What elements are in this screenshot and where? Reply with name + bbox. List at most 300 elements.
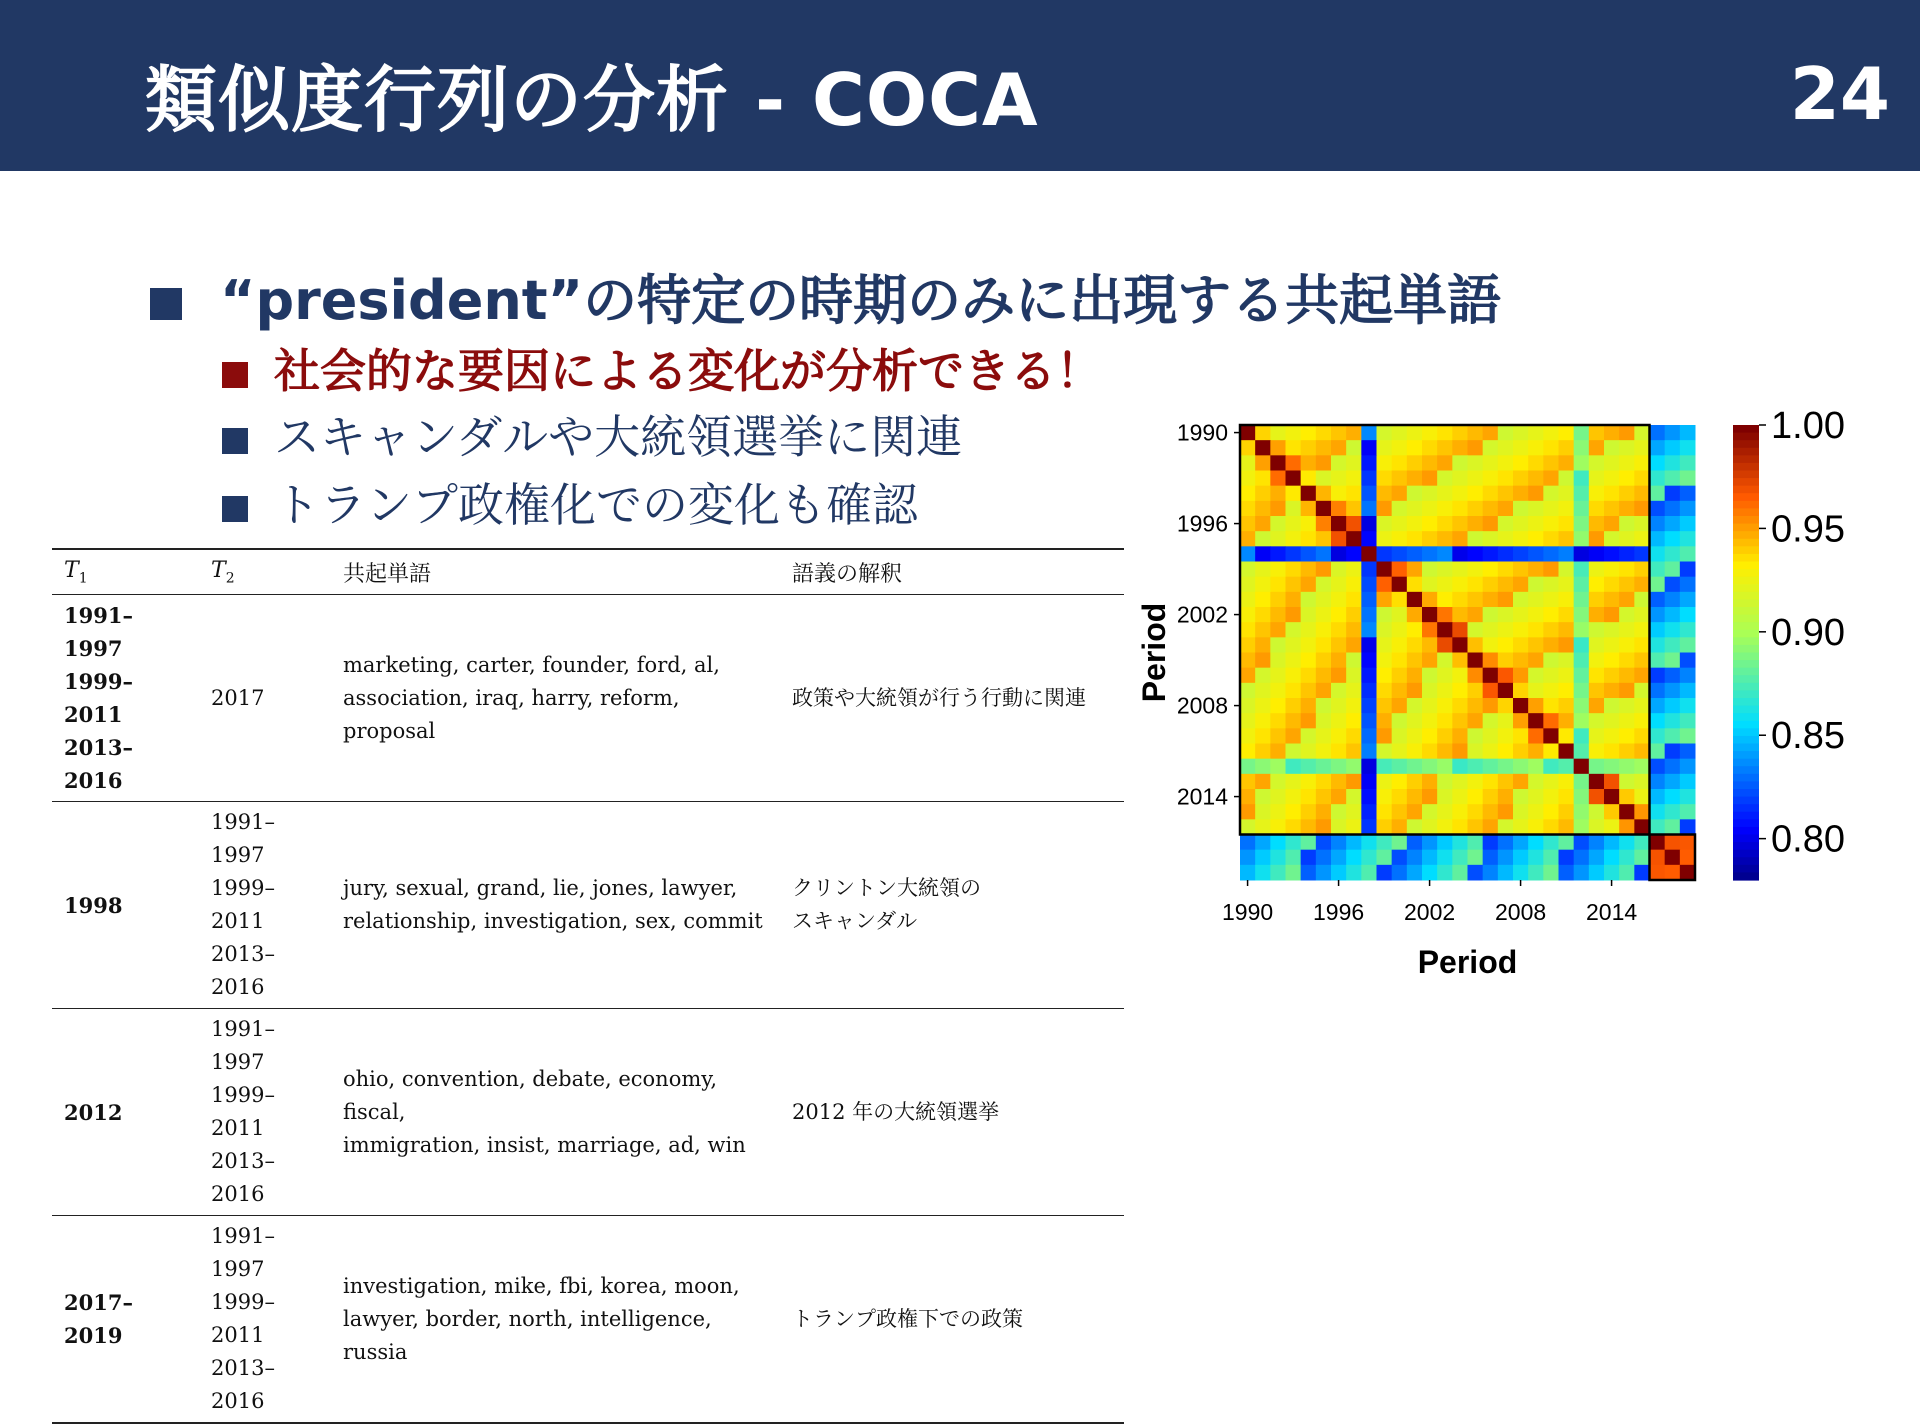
heatmap-cell bbox=[1483, 683, 1499, 699]
bullet-sub-2 bbox=[222, 401, 962, 467]
heatmap-cell bbox=[1437, 516, 1453, 532]
heatmap-cell bbox=[1513, 607, 1529, 623]
heatmap-cell bbox=[1543, 471, 1559, 487]
heatmap-cell bbox=[1452, 789, 1468, 805]
heatmap-cell bbox=[1331, 653, 1347, 669]
heatmap-cell bbox=[1513, 668, 1529, 684]
heatmap-cell bbox=[1634, 713, 1650, 729]
heatmap-cell bbox=[1680, 516, 1696, 532]
heatmap-cell bbox=[1528, 713, 1544, 729]
heatmap-cell bbox=[1589, 516, 1605, 532]
heatmap-cell bbox=[1559, 455, 1575, 471]
heatmap-cell bbox=[1680, 835, 1696, 851]
heatmap-cell bbox=[1483, 744, 1499, 760]
heatmap-cell bbox=[1392, 577, 1408, 593]
table-row bbox=[52, 1009, 1124, 1216]
heatmap-cell bbox=[1498, 531, 1514, 547]
heatmap-cell bbox=[1361, 789, 1377, 805]
heatmap-cell bbox=[1407, 607, 1423, 623]
heatmap-cell bbox=[1483, 653, 1499, 669]
heatmap-cell bbox=[1331, 471, 1347, 487]
heatmap-cell bbox=[1361, 455, 1377, 471]
heatmap-cell bbox=[1589, 668, 1605, 684]
heatmap-cell bbox=[1619, 486, 1635, 502]
heatmap-cell bbox=[1316, 728, 1332, 744]
heatmap-cell bbox=[1377, 698, 1393, 714]
colorbar-segment bbox=[1733, 804, 1759, 812]
heatmap-cell bbox=[1513, 425, 1529, 441]
heatmap-cell bbox=[1422, 819, 1438, 835]
heatmap-cell bbox=[1407, 471, 1423, 487]
heatmap-cell bbox=[1392, 562, 1408, 578]
heatmap-cell bbox=[1634, 546, 1650, 562]
heatmap-cell bbox=[1513, 653, 1529, 669]
heatmap-cell bbox=[1604, 622, 1620, 638]
heatmap-cell bbox=[1574, 819, 1590, 835]
heatmap-cell bbox=[1559, 713, 1575, 729]
heatmap-cell bbox=[1574, 668, 1590, 684]
heatmap-cell bbox=[1559, 728, 1575, 744]
heatmap-cell bbox=[1316, 713, 1332, 729]
heatmap-cell bbox=[1634, 865, 1650, 881]
heatmap-cell bbox=[1559, 516, 1575, 532]
heatmap-cell bbox=[1361, 501, 1377, 517]
table-row bbox=[52, 802, 1124, 1009]
heatmap-cell bbox=[1650, 728, 1666, 744]
colorbar-segment bbox=[1733, 797, 1759, 805]
heatmap-cell bbox=[1316, 804, 1332, 820]
heatmap-cell bbox=[1528, 607, 1544, 623]
heatmap-cell bbox=[1589, 713, 1605, 729]
heatmap-cell bbox=[1574, 562, 1590, 578]
colorbar-segment bbox=[1733, 698, 1759, 706]
colorbar-segment bbox=[1733, 630, 1759, 638]
heatmap-cell bbox=[1528, 789, 1544, 805]
heatmap-cell bbox=[1270, 835, 1286, 851]
heatmap-cell bbox=[1543, 592, 1559, 608]
heatmap-cell bbox=[1316, 471, 1332, 487]
heatmap-cell bbox=[1361, 425, 1377, 441]
colorbar-segment bbox=[1733, 493, 1759, 501]
heatmap-cell bbox=[1346, 713, 1362, 729]
heatmap-cell bbox=[1619, 577, 1635, 593]
heatmap-cell bbox=[1498, 455, 1514, 471]
heatmap-cell bbox=[1665, 622, 1681, 638]
heatmap-cell bbox=[1665, 835, 1681, 851]
heatmap-cell bbox=[1619, 455, 1635, 471]
heatmap-cell bbox=[1543, 516, 1559, 532]
heatmap-cell bbox=[1574, 516, 1590, 532]
heatmap-cell bbox=[1286, 789, 1302, 805]
cell-t1: 1991–1997 1999–2011 2013–2016 bbox=[52, 595, 199, 802]
heatmap-cell bbox=[1437, 668, 1453, 684]
heatmap-cell bbox=[1650, 865, 1666, 881]
bullet-square-icon bbox=[222, 428, 248, 454]
heatmap-cell bbox=[1680, 728, 1696, 744]
heatmap-cell bbox=[1437, 713, 1453, 729]
bullet-sub-2-text: スキャンダルや大統領選挙に関連 bbox=[274, 410, 963, 464]
heatmap-cell bbox=[1255, 425, 1271, 441]
heatmap-cell bbox=[1498, 728, 1514, 744]
heatmap-cell bbox=[1483, 835, 1499, 851]
heatmap-cell bbox=[1619, 819, 1635, 835]
heatmap-cell bbox=[1498, 577, 1514, 593]
heatmap-cell bbox=[1498, 759, 1514, 775]
heatmap-cell bbox=[1513, 622, 1529, 638]
heatmap-cell bbox=[1619, 850, 1635, 866]
heatmap-cell bbox=[1452, 455, 1468, 471]
heatmap-cell bbox=[1650, 774, 1666, 790]
heatmap-cell bbox=[1437, 850, 1453, 866]
x-axis-label: Period bbox=[1417, 944, 1518, 980]
colorbar-segment bbox=[1733, 501, 1759, 509]
heatmap-cell bbox=[1301, 653, 1317, 669]
heatmap-cell bbox=[1528, 865, 1544, 881]
heatmap-cell bbox=[1483, 440, 1499, 456]
heatmap-cell bbox=[1619, 728, 1635, 744]
heatmap-cell bbox=[1680, 440, 1696, 456]
heatmap-cell bbox=[1255, 607, 1271, 623]
heatmap-cell bbox=[1361, 577, 1377, 593]
colorbar-segment bbox=[1733, 812, 1759, 820]
heatmap-cell bbox=[1286, 516, 1302, 532]
colorbar-segment bbox=[1733, 850, 1759, 858]
heatmap-cell bbox=[1437, 804, 1453, 820]
heatmap-cell bbox=[1437, 774, 1453, 790]
heatmap-cell bbox=[1286, 486, 1302, 502]
heatmap-cell bbox=[1255, 440, 1271, 456]
heatmap-cell bbox=[1589, 774, 1605, 790]
heatmap-cell bbox=[1407, 577, 1423, 593]
heatmap-cell bbox=[1589, 592, 1605, 608]
heatmap-cell bbox=[1513, 744, 1529, 760]
heatmap-cell bbox=[1559, 789, 1575, 805]
table-row bbox=[52, 1216, 1124, 1424]
colorbar-segment bbox=[1733, 584, 1759, 592]
heatmap-cell bbox=[1301, 471, 1317, 487]
heatmap-cell bbox=[1377, 819, 1393, 835]
heatmap-cell bbox=[1346, 440, 1362, 456]
heatmap-cell bbox=[1634, 455, 1650, 471]
heatmap-cell bbox=[1392, 471, 1408, 487]
heatmap-cell bbox=[1559, 653, 1575, 669]
heatmap-cell bbox=[1543, 440, 1559, 456]
heatmap-cell bbox=[1559, 774, 1575, 790]
heatmap-cell bbox=[1634, 683, 1650, 699]
heatmap-cell bbox=[1437, 577, 1453, 593]
heatmap-cell bbox=[1513, 546, 1529, 562]
heatmap-cell bbox=[1301, 774, 1317, 790]
heatmap-cell bbox=[1604, 804, 1620, 820]
heatmap-cell bbox=[1270, 865, 1286, 881]
heatmap-cell bbox=[1452, 850, 1468, 866]
heatmap-cell bbox=[1361, 440, 1377, 456]
heatmap-cell bbox=[1301, 531, 1317, 547]
heatmap-cell bbox=[1634, 486, 1650, 502]
heatmap-cell bbox=[1680, 744, 1696, 760]
heatmap-cell bbox=[1361, 819, 1377, 835]
heatmap-cell bbox=[1574, 501, 1590, 517]
heatmap-cell bbox=[1559, 486, 1575, 502]
heatmap-cell bbox=[1301, 804, 1317, 820]
heatmap-cell bbox=[1301, 516, 1317, 532]
heatmap-cell bbox=[1498, 744, 1514, 760]
heatmap-cell bbox=[1634, 501, 1650, 517]
heatmap-cell bbox=[1437, 698, 1453, 714]
heatmap-cell bbox=[1361, 835, 1377, 851]
colorbar-segment bbox=[1733, 440, 1759, 448]
heatmap-cell bbox=[1377, 546, 1393, 562]
heatmap-cell bbox=[1377, 713, 1393, 729]
heatmap-cell bbox=[1361, 804, 1377, 820]
heatmap-cell bbox=[1665, 683, 1681, 699]
heatmap-cell bbox=[1604, 850, 1620, 866]
heatmap-cell bbox=[1574, 850, 1590, 866]
heatmap-cell bbox=[1270, 653, 1286, 669]
heatmap-cell bbox=[1301, 607, 1317, 623]
heatmap-cell bbox=[1331, 698, 1347, 714]
heatmap-cell bbox=[1498, 425, 1514, 441]
heatmap-cell bbox=[1543, 668, 1559, 684]
heatmap-cell bbox=[1559, 607, 1575, 623]
heatmap-cell bbox=[1513, 683, 1529, 699]
heatmap-cell bbox=[1407, 835, 1423, 851]
heatmap-cell bbox=[1316, 607, 1332, 623]
heatmap-cell bbox=[1589, 728, 1605, 744]
heatmap-cell bbox=[1468, 440, 1484, 456]
heatmap-cell bbox=[1240, 622, 1256, 638]
heatmap-cell bbox=[1316, 546, 1332, 562]
heatmap-cell bbox=[1240, 744, 1256, 760]
heatmap-cell bbox=[1240, 425, 1256, 441]
heatmap-cell bbox=[1483, 850, 1499, 866]
heatmap-cell bbox=[1513, 728, 1529, 744]
heatmap-cell bbox=[1301, 850, 1317, 866]
heatmap-cell bbox=[1528, 455, 1544, 471]
heatmap-cell bbox=[1255, 759, 1271, 775]
heatmap-cell bbox=[1240, 865, 1256, 881]
heatmap-cell bbox=[1255, 728, 1271, 744]
heatmap-cell bbox=[1422, 637, 1438, 653]
heatmap-cell bbox=[1240, 774, 1256, 790]
heatmap-cell bbox=[1392, 531, 1408, 547]
colorbar-segment bbox=[1733, 751, 1759, 759]
heatmap-cell bbox=[1240, 501, 1256, 517]
heatmap-cell bbox=[1255, 577, 1271, 593]
heatmap-cell bbox=[1286, 759, 1302, 775]
x-tick-label: 2008 bbox=[1494, 899, 1547, 925]
heatmap-cell bbox=[1301, 501, 1317, 517]
heatmap-cell bbox=[1316, 501, 1332, 517]
heatmap-cell bbox=[1483, 501, 1499, 517]
heatmap-cell bbox=[1543, 653, 1559, 669]
heatmap-cell bbox=[1498, 653, 1514, 669]
heatmap-cell bbox=[1589, 440, 1605, 456]
heatmap-cell bbox=[1513, 592, 1529, 608]
heatmap-cell bbox=[1680, 668, 1696, 684]
heatmap-cell bbox=[1240, 728, 1256, 744]
heatmap-cell bbox=[1498, 819, 1514, 835]
heatmap-cell bbox=[1422, 516, 1438, 532]
heatmap-cell bbox=[1361, 471, 1377, 487]
heatmap-cell bbox=[1301, 668, 1317, 684]
heatmap-cell bbox=[1498, 789, 1514, 805]
heatmap-cell bbox=[1301, 577, 1317, 593]
heatmap-cell bbox=[1574, 683, 1590, 699]
heatmap-cell bbox=[1407, 592, 1423, 608]
heatmap-cell bbox=[1407, 425, 1423, 441]
heatmap-cell bbox=[1377, 774, 1393, 790]
colorbar-segment bbox=[1733, 592, 1759, 600]
heatmap-cell bbox=[1240, 562, 1256, 578]
heatmap-cell bbox=[1346, 546, 1362, 562]
heatmap-cell bbox=[1331, 546, 1347, 562]
heatmap-cell bbox=[1665, 501, 1681, 517]
heatmap-cell bbox=[1604, 637, 1620, 653]
heatmap-cell bbox=[1483, 698, 1499, 714]
heatmap-cell bbox=[1528, 501, 1544, 517]
heatmap-cell bbox=[1392, 440, 1408, 456]
heatmap-cell bbox=[1634, 744, 1650, 760]
heatmap-cell bbox=[1665, 637, 1681, 653]
heatmap-cell bbox=[1301, 744, 1317, 760]
heatmap-cell bbox=[1452, 622, 1468, 638]
heatmap-cell bbox=[1604, 865, 1620, 881]
heatmap-cell bbox=[1619, 501, 1635, 517]
heatmap-cell bbox=[1559, 759, 1575, 775]
heatmap-cell bbox=[1589, 471, 1605, 487]
heatmap-cell bbox=[1392, 850, 1408, 866]
heatmap-cell bbox=[1255, 653, 1271, 669]
heatmap-cell bbox=[1650, 562, 1666, 578]
slide-title: 類似度行列の分析 - COCA bbox=[145, 58, 1039, 142]
heatmap-cell bbox=[1255, 804, 1271, 820]
heatmap-cell bbox=[1422, 789, 1438, 805]
heatmap-cell bbox=[1650, 850, 1666, 866]
heatmap-cell bbox=[1301, 546, 1317, 562]
cell-meaning: 2012 年の大統領選挙 bbox=[780, 1009, 1124, 1216]
heatmap-cell bbox=[1574, 713, 1590, 729]
heatmap-cell bbox=[1422, 607, 1438, 623]
slide-header bbox=[0, 0, 1920, 171]
heatmap-cell bbox=[1604, 653, 1620, 669]
heatmap-cell bbox=[1407, 546, 1423, 562]
colorbar-segment bbox=[1733, 433, 1759, 441]
heatmap-cell bbox=[1650, 531, 1666, 547]
heatmap-cell bbox=[1634, 562, 1650, 578]
heatmap-cell bbox=[1270, 440, 1286, 456]
heatmap-cell bbox=[1468, 819, 1484, 835]
heatmap-cell bbox=[1452, 607, 1468, 623]
heatmap-cell bbox=[1543, 683, 1559, 699]
colorbar-segment bbox=[1733, 531, 1759, 539]
heatmap-cell bbox=[1286, 835, 1302, 851]
heatmap-cell bbox=[1240, 789, 1256, 805]
heatmap-cell bbox=[1680, 546, 1696, 562]
heatmap-cell bbox=[1437, 531, 1453, 547]
heatmap-cell bbox=[1528, 835, 1544, 851]
cell-t2: 2017 bbox=[199, 595, 331, 802]
colorbar-segment bbox=[1733, 865, 1759, 873]
heatmap-cell bbox=[1422, 653, 1438, 669]
heatmap-cell bbox=[1392, 744, 1408, 760]
heatmap-cell bbox=[1361, 683, 1377, 699]
heatmap-cell bbox=[1286, 531, 1302, 547]
heatmap-cell bbox=[1604, 531, 1620, 547]
heatmap-cell bbox=[1331, 668, 1347, 684]
heatmap-cell bbox=[1377, 683, 1393, 699]
heatmap-cell bbox=[1270, 774, 1286, 790]
heatmap-cell bbox=[1407, 850, 1423, 866]
bullet-sub-1 bbox=[222, 335, 1102, 401]
heatmap-cell bbox=[1680, 683, 1696, 699]
heatmap-cell bbox=[1422, 455, 1438, 471]
heatmap-cell bbox=[1331, 759, 1347, 775]
heatmap-cell bbox=[1468, 531, 1484, 547]
heatmap-cell bbox=[1619, 744, 1635, 760]
heatmap-cell bbox=[1619, 789, 1635, 805]
heatmap-cell bbox=[1483, 622, 1499, 638]
cell-meaning: トランプ政権下での政策 bbox=[780, 1216, 1124, 1424]
heatmap-cell bbox=[1316, 637, 1332, 653]
heatmap-cell bbox=[1680, 759, 1696, 775]
heatmap-cell bbox=[1574, 835, 1590, 851]
heatmap-cell bbox=[1270, 637, 1286, 653]
heatmap-cell bbox=[1301, 683, 1317, 699]
heatmap-cell bbox=[1407, 516, 1423, 532]
heatmap-cell bbox=[1392, 789, 1408, 805]
heatmap-cell bbox=[1346, 698, 1362, 714]
heatmap-cell bbox=[1650, 425, 1666, 441]
heatmap-cell bbox=[1498, 501, 1514, 517]
heatmap-cell bbox=[1634, 835, 1650, 851]
heatmap-cell bbox=[1483, 774, 1499, 790]
heatmap-cell bbox=[1270, 759, 1286, 775]
heatmap-cell bbox=[1468, 804, 1484, 820]
heatmap-cell bbox=[1604, 728, 1620, 744]
heatmap-cell bbox=[1513, 471, 1529, 487]
heatmap-cell bbox=[1377, 531, 1393, 547]
heatmap-cell bbox=[1422, 577, 1438, 593]
heatmap-cell bbox=[1407, 653, 1423, 669]
heatmap-cell bbox=[1574, 653, 1590, 669]
heatmap-cell bbox=[1680, 713, 1696, 729]
heatmap-cell bbox=[1528, 653, 1544, 669]
heatmap-cell bbox=[1589, 819, 1605, 835]
heatmap-cell bbox=[1346, 607, 1362, 623]
heatmap-cell bbox=[1316, 835, 1332, 851]
heatmap-cell bbox=[1377, 425, 1393, 441]
bullet-main bbox=[150, 258, 1501, 335]
heatmap-cell bbox=[1437, 501, 1453, 517]
heatmap-cell bbox=[1331, 637, 1347, 653]
heatmap-cell bbox=[1650, 668, 1666, 684]
heatmap-cell bbox=[1437, 744, 1453, 760]
heatmap-cell bbox=[1331, 516, 1347, 532]
heatmap-cell bbox=[1361, 622, 1377, 638]
heatmap-cell bbox=[1422, 698, 1438, 714]
heatmap-cell bbox=[1270, 425, 1286, 441]
heatmap-cell bbox=[1286, 819, 1302, 835]
heatmap-cell bbox=[1528, 440, 1544, 456]
cooccurrence-table bbox=[52, 548, 1124, 1424]
heatmap-cell bbox=[1240, 713, 1256, 729]
heatmap-cell bbox=[1331, 531, 1347, 547]
heatmap-cell bbox=[1513, 637, 1529, 653]
heatmap-cell bbox=[1680, 622, 1696, 638]
heatmap-cell bbox=[1422, 562, 1438, 578]
heatmap-cell bbox=[1574, 546, 1590, 562]
